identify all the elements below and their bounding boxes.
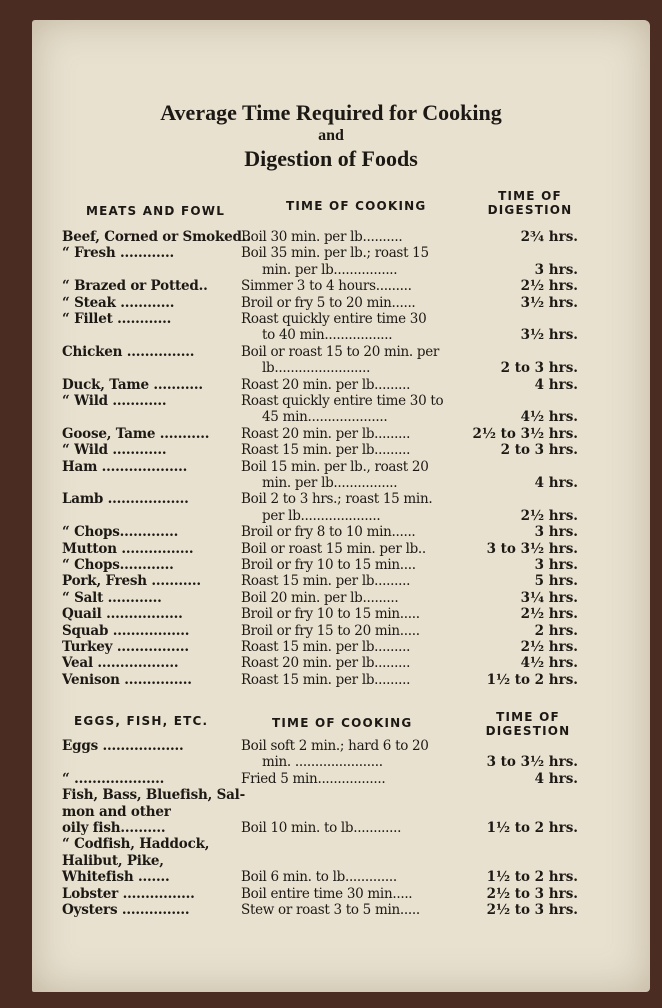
food-name: “ Steak ............: [62, 294, 175, 311]
table-row: [0, 902, 662, 918]
cooking-time: Stew or roast 3 to 5 min.....: [241, 902, 420, 918]
digestion-time: 2½ to 3 hrs.: [486, 902, 578, 918]
digestion-time: 2½ hrs.: [520, 639, 578, 655]
food-name: Chicken ...............: [62, 343, 195, 360]
cooking-time: Boil or roast 15 min. per lb..: [241, 540, 426, 557]
table-row: [0, 672, 662, 688]
digestion-time: 2½ to 3 hrs.: [486, 885, 578, 902]
food-name: Lobster ................: [62, 885, 195, 902]
digestion-time: 4 hrs.: [534, 376, 578, 393]
cooking-header-2: TIME OF COOKING: [272, 716, 413, 730]
cooking-time: Roast 15 min. per lb.........: [241, 442, 411, 459]
cooking-time: Broil or fry 15 to 20 min.....: [241, 622, 420, 639]
food-name: Pork, Fresh ...........: [62, 573, 201, 590]
table-row: [0, 869, 662, 885]
digestion-time: 2½ to 3½ hrs.: [472, 425, 578, 442]
table-row: [0, 886, 662, 902]
food-name: Ham ...................: [62, 458, 188, 475]
food-name: oily fish..........: [62, 820, 166, 836]
digestion-time: 2 to 3 hrs.: [500, 360, 578, 377]
food-name: “ Salt ............: [62, 589, 162, 606]
food-name: Venison ...............: [62, 671, 192, 688]
cooking-time: Boil 30 min. per lb..........: [241, 229, 403, 245]
digestion-time: 4 hrs.: [534, 770, 578, 787]
cooking-header-1: TIME OF COOKING: [286, 199, 427, 213]
cooking-time: Broil or fry 10 to 15 min.....: [241, 606, 420, 623]
food-name: Mutton ................: [62, 540, 194, 557]
cooking-time: Broil or fry 8 to 10 min......: [241, 524, 416, 541]
page-title-line2: and: [318, 127, 344, 144]
cooking-time: Broil or fry 5 to 20 min......: [241, 294, 416, 311]
table-row: [0, 853, 662, 869]
table-row: [0, 820, 662, 836]
page-title-line1: Average Time Required for Cooking: [160, 100, 502, 125]
digestion-time: 1½ to 2 hrs.: [486, 820, 578, 836]
table-row: [0, 754, 662, 770]
table-row: [0, 524, 662, 540]
food-name: Turkey ................: [62, 639, 189, 655]
digestion-time: 1½ to 2 hrs.: [486, 869, 578, 886]
cooking-time: Roast quickly entire time 30 to: [241, 393, 444, 409]
cooking-time: Boil entire time 30 min.....: [241, 885, 413, 902]
table-row: [0, 442, 662, 458]
table-row: [0, 311, 662, 327]
digestion-time: 3 hrs.: [534, 261, 578, 278]
cooking-time: Boil 15 min. per lb., roast 20: [241, 458, 429, 475]
food-name: “ Fillet ............: [62, 311, 172, 327]
digestion-time: 2 to 3 hrs.: [500, 442, 578, 459]
digestion-time: 2 hrs.: [534, 622, 578, 639]
food-name: mon and other: [62, 803, 171, 820]
table-row: [0, 639, 662, 655]
cooking-time-continued: min. per lb................: [262, 475, 398, 491]
table-row: [0, 738, 662, 754]
cooking-time: Roast 15 min. per lb.........: [241, 573, 411, 590]
digestion-time: 3 hrs.: [534, 557, 578, 573]
table-row: [0, 804, 662, 820]
food-name: Veal ..................: [62, 655, 179, 672]
table-row: [0, 262, 662, 278]
table-row: [0, 623, 662, 639]
cooking-time: Roast 20 min. per lb.........: [241, 376, 411, 393]
digestion-time: 2½ hrs.: [520, 606, 578, 623]
table-row: [0, 360, 662, 376]
digestion-time: 3¼ hrs.: [520, 589, 578, 606]
food-name: “ ....................: [62, 770, 165, 787]
food-name: “ Fresh ............: [62, 245, 175, 262]
digestion-time: 2¾ hrs.: [520, 229, 578, 245]
table-row: [0, 426, 662, 442]
table-row: [0, 590, 662, 606]
digestion-time: 1½ to 2 hrs.: [486, 671, 578, 688]
cooking-time: Roast 20 min. per lb.........: [241, 425, 411, 442]
digestion-time: 3 hrs.: [534, 524, 578, 541]
cooking-time: Boil 6 min. to lb.............: [241, 869, 397, 886]
table-row: [0, 278, 662, 294]
table-row: [0, 344, 662, 360]
digestion-header-1-line2: DIGESTION: [487, 203, 573, 217]
meats-header: MEATS AND FOWL: [86, 204, 226, 218]
digestion-header-1-line1: TIME OF: [498, 189, 562, 203]
digestion-header-1: [484, 189, 576, 217]
page-title-line3: Digestion of Foods: [244, 146, 418, 171]
digestion-time: 3 to 3½ hrs.: [486, 754, 578, 771]
cooking-time: Boil soft 2 min.; hard 6 to 20: [241, 738, 429, 754]
digestion-time: 3½ hrs.: [520, 294, 578, 311]
table-row: [0, 393, 662, 409]
digestion-header-2-line2: DIGESTION: [485, 724, 571, 738]
digestion-time: 2½ hrs.: [520, 278, 578, 295]
table-row: [0, 377, 662, 393]
cooking-time: Broil or fry 10 to 15 min....: [241, 557, 416, 573]
cooking-time-continued: per lb....................: [262, 507, 381, 524]
food-name: “ Codfish, Haddock,: [62, 836, 210, 853]
table-row: [0, 573, 662, 589]
food-name: “ Brazed or Potted..: [62, 278, 208, 295]
table-row: [0, 295, 662, 311]
cooking-time: Roast 15 min. per lb.........: [241, 671, 411, 688]
food-name: Squab .................: [62, 622, 190, 639]
food-name: “ Wild ............: [62, 393, 167, 409]
cooking-time-continued: 45 min....................: [262, 409, 388, 426]
cooking-time: Roast quickly entire time 30: [241, 311, 427, 327]
table-row: [0, 229, 662, 245]
food-name: “ Wild ............: [62, 442, 167, 459]
digestion-header-2-line1: TIME OF: [496, 710, 560, 724]
eggs-fish-header: EGGS, FISH, ETC.: [74, 714, 209, 728]
food-name: Oysters ...............: [62, 902, 190, 918]
digestion-time: 4½ hrs.: [520, 409, 578, 426]
table-row: [0, 787, 662, 803]
digestion-time: 3½ hrs.: [520, 327, 578, 344]
digestion-time: 3 to 3½ hrs.: [486, 540, 578, 557]
digestion-time: 5 hrs.: [534, 573, 578, 590]
cooking-time-continued: lb........................: [262, 360, 371, 377]
cooking-time: Simmer 3 to 4 hours.........: [241, 278, 412, 295]
food-name: Whitefish .......: [62, 869, 170, 886]
food-name: Goose, Tame ...........: [62, 425, 210, 442]
cooking-time: Roast 20 min. per lb.........: [241, 655, 411, 672]
table-row: [0, 409, 662, 425]
cooking-time: Boil 35 min. per lb.; roast 15: [241, 245, 429, 262]
food-name: “ Chops............: [62, 557, 174, 573]
food-name: Quail .................: [62, 606, 183, 623]
table-row: [0, 475, 662, 491]
food-name: Halibut, Pike,: [62, 852, 164, 869]
cooking-time-continued: min. per lb................: [262, 261, 398, 278]
cooking-time: Boil 2 to 3 hrs.; roast 15 min.: [241, 491, 433, 508]
cooking-time: Roast 15 min. per lb.........: [241, 639, 411, 655]
food-name: Fish, Bass, Bluefish, Sal-: [62, 787, 246, 804]
food-name: Lamb ..................: [62, 491, 189, 508]
food-name: Beef, Corned or Smoked..: [62, 229, 251, 245]
table-row: [0, 491, 662, 507]
table-row: [0, 771, 662, 787]
digestion-time: 2½ hrs.: [520, 507, 578, 524]
cooking-time: Fried 5 min.................: [241, 770, 386, 787]
cooking-time-continued: min. ......................: [262, 754, 383, 771]
table-row: [0, 606, 662, 622]
table-row: [0, 557, 662, 573]
digestion-header-2: [477, 710, 579, 738]
food-name: Eggs ..................: [62, 738, 184, 754]
cooking-time-continued: to 40 min.................: [262, 327, 393, 344]
table-row: [0, 508, 662, 524]
digestion-time: 4½ hrs.: [520, 655, 578, 672]
food-name: Duck, Tame ...........: [62, 376, 203, 393]
food-name: “ Chops.............: [62, 524, 179, 541]
table-row: [0, 655, 662, 671]
table-row: [0, 327, 662, 343]
cooking-time: Boil 10 min. to lb............: [241, 820, 402, 836]
cooking-time: Boil or roast 15 to 20 min. per: [241, 343, 440, 360]
digestion-time: 4 hrs.: [534, 475, 578, 491]
table-row: [0, 836, 662, 852]
table-row: [0, 245, 662, 261]
table-row: [0, 541, 662, 557]
cooking-time: Boil 20 min. per lb.........: [241, 589, 399, 606]
table-row: [0, 459, 662, 475]
